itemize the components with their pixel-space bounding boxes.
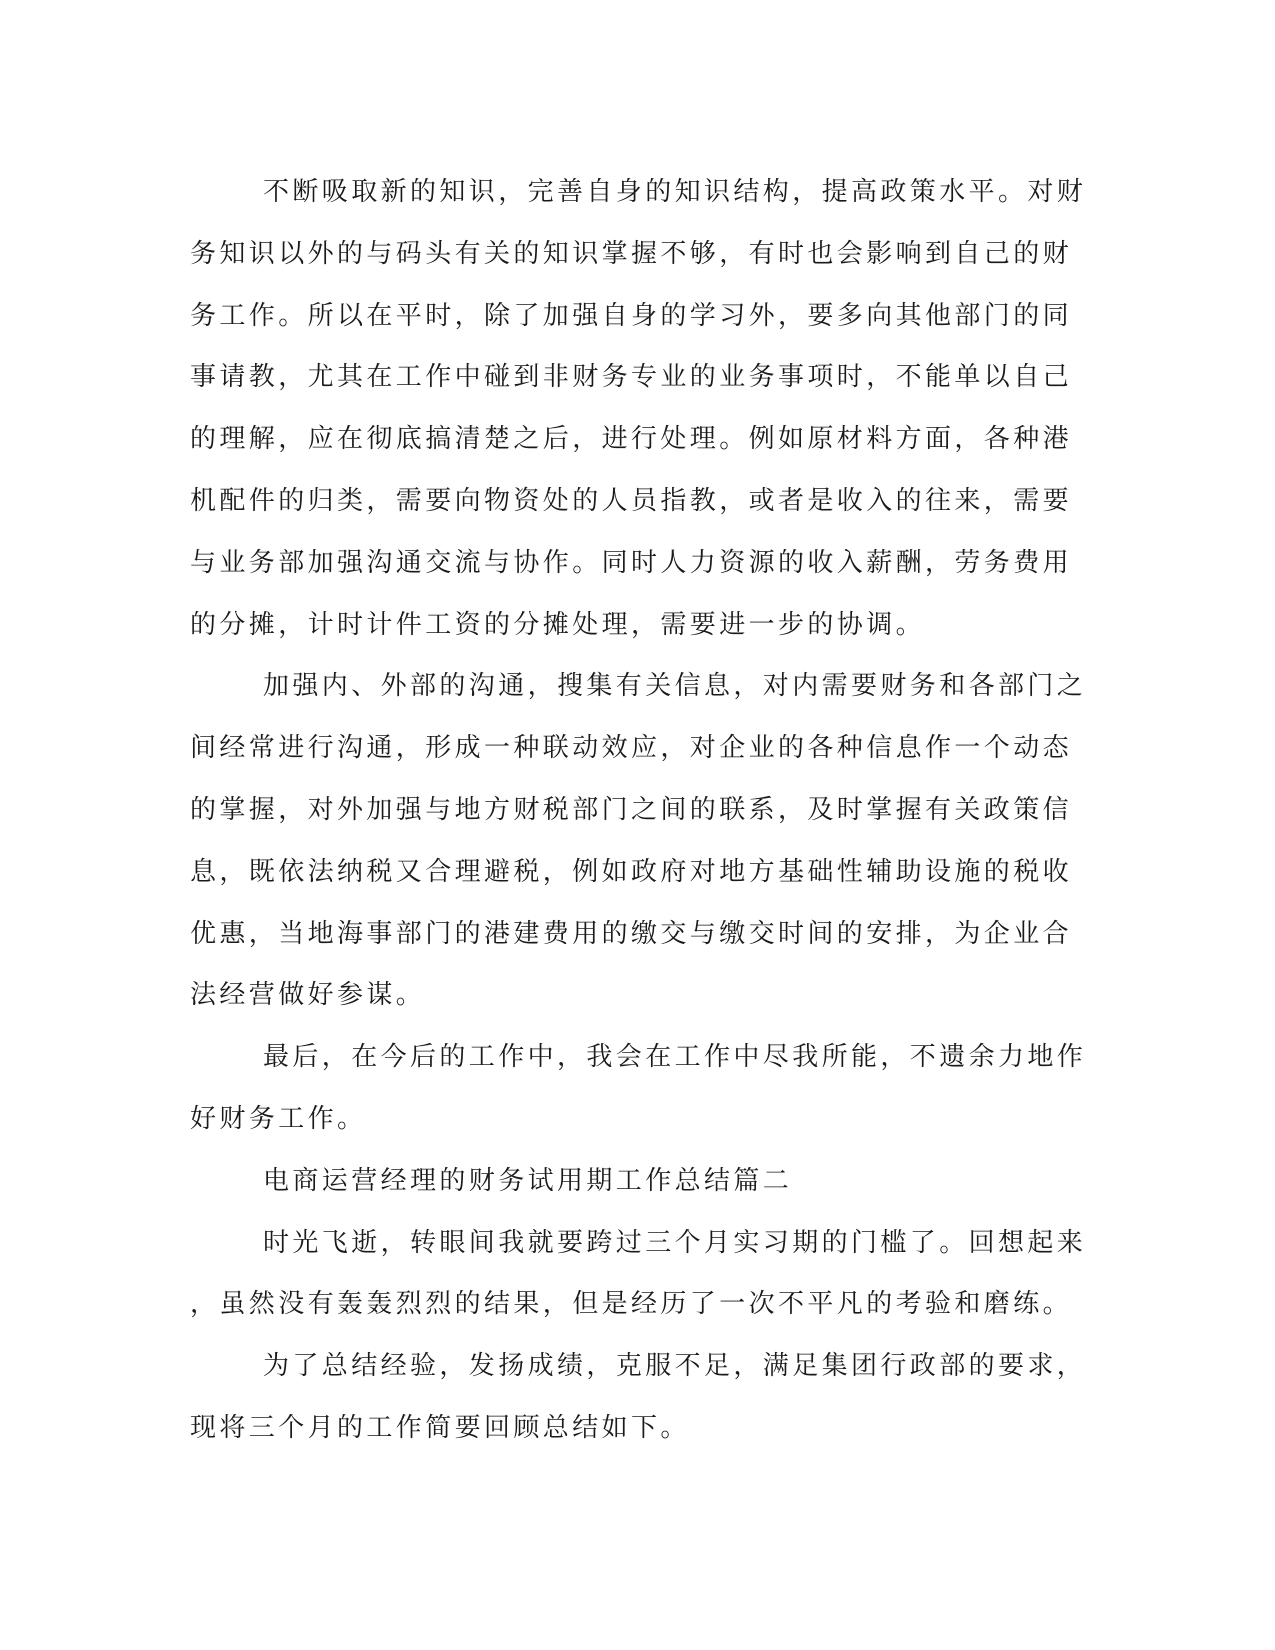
text-line: 的理解，应在彻底搞清楚之后，进行处理。例如原材料方面，各种港 — [190, 424, 1073, 455]
text-line: 现将三个月的工作简要回顾总结如下。 — [190, 1412, 690, 1443]
paragraph — [190, 1151, 1080, 1213]
paragraph — [190, 656, 1087, 1027]
text-line: 务知识以外的与码头有关的知识掌握不够，有时也会影响到自己的财 — [190, 238, 1073, 269]
text-line: 的掌握，对外加强与地方财税部门之间的联系，及时掌握有关政策信 — [190, 794, 1073, 825]
text-line: ，虽然没有轰轰烈烈的结果，但是经历了一次不平凡的考验和磨练。 — [190, 1289, 1073, 1320]
text-line: 务工作。所以在平时，除了加强自身的学习外，要多向其他部门的同 — [190, 300, 1073, 331]
text-line: 不断吸取新的知识，完善自身的知识结构，提高政策水平。对财 — [263, 177, 1087, 207]
paragraph — [190, 1336, 1087, 1460]
text-line: 间经常进行沟通，形成一种联动效应，对企业的各种信息作一个动态 — [190, 733, 1073, 764]
text-line: 最后，在今后的工作中，我会在工作中尽我所能，不遗余力地作 — [263, 1042, 1087, 1073]
text-line: 电商运营经理的财务试用期工作总结篇二 — [263, 1165, 793, 1196]
paragraph — [190, 1027, 1087, 1151]
text-line: 事请教，尤其在工作中碰到非财务专业的业务事项时，不能单以自己 — [190, 362, 1073, 393]
text-line: 与业务部加强沟通交流与协作。同时人力资源的收入薪酬，劳务费用 — [190, 547, 1073, 578]
text-line: 时光飞逝，转眼间我就要跨过三个月实习期的门槛了。回想起来 — [263, 1227, 1087, 1258]
text-line: 机配件的归类，需要向物资处的人员指教，或者是收入的往来，需要 — [190, 485, 1073, 516]
text-line: 的分摊，计时计件工资的分摊处理，需要进一步的协调。 — [190, 609, 926, 640]
text-line: 法经营做好参谋。 — [190, 980, 426, 1011]
paragraph — [190, 1213, 1087, 1337]
document-body — [190, 162, 1087, 1460]
paragraph — [190, 162, 1087, 656]
text-line: 好财务工作。 — [190, 1103, 367, 1134]
text-line: 优惠，当地海事部门的港建费用的缴交与缴交时间的安排，为企业合 — [190, 918, 1073, 949]
text-line: 为了总结经验，发扬成绩，克服不足，满足集团行政部的要求， — [263, 1351, 1087, 1382]
text-line: 加强内、外部的沟通，搜集有关信息，对内需要财务和各部门之 — [263, 671, 1087, 702]
text-line: 息，既依法纳税又合理避税，例如政府对地方基础性辅助设施的税收 — [190, 856, 1073, 887]
